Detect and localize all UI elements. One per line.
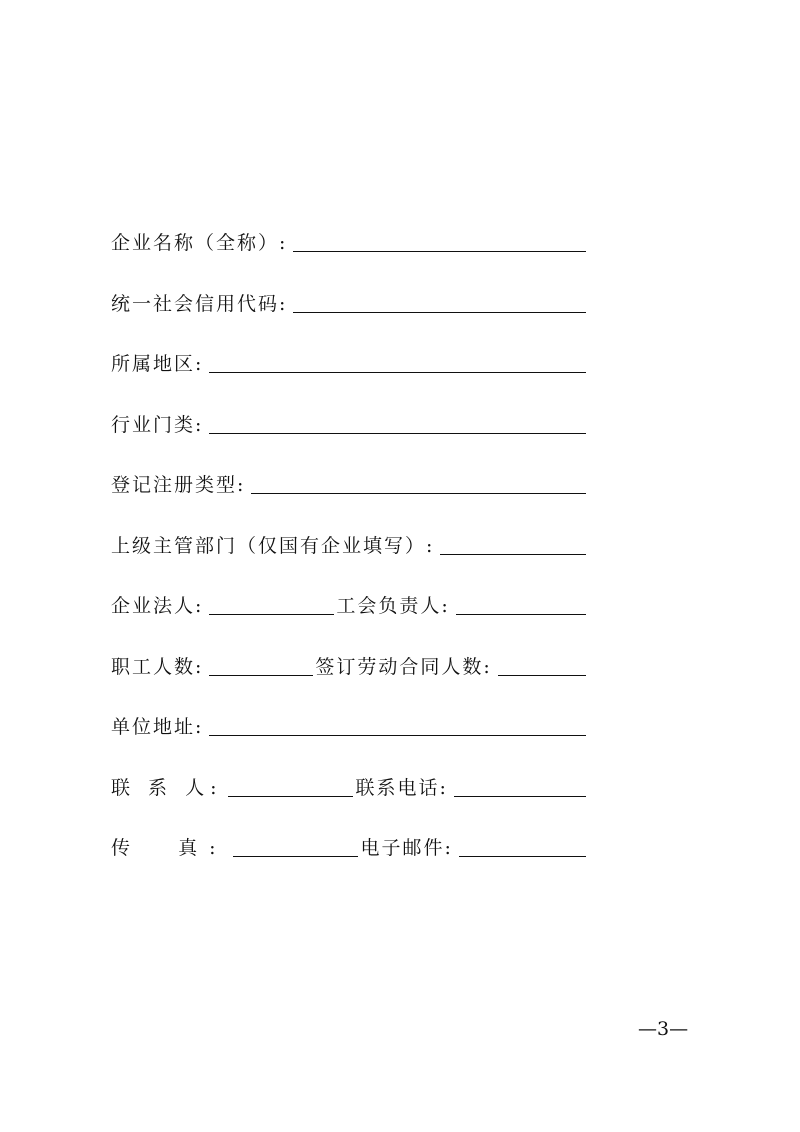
row-registration-type — [111, 468, 586, 498]
registration-type-input-line[interactable] — [251, 469, 586, 494]
enterprise-name-label: 企业名称（全称）: — [111, 232, 288, 254]
email-label: 电子邮件: — [360, 837, 453, 859]
row-industry — [111, 408, 586, 438]
union-head-input-line[interactable] — [456, 590, 586, 615]
contact-person-label: 联 系 人: — [111, 776, 223, 799]
address-input-line[interactable] — [209, 711, 586, 736]
legal-person-label: 企业法人: — [111, 595, 204, 617]
region-input-line[interactable] — [209, 348, 586, 373]
industry-label: 行业门类: — [111, 413, 204, 436]
credit-code-input-line[interactable] — [293, 288, 586, 313]
row-address — [111, 710, 586, 740]
supervisor-label: 上级主管部门（仅国有企业填写）: — [111, 534, 435, 557]
registration-type-label: 登记注册类型: — [111, 474, 246, 496]
fax-input-line[interactable] — [233, 832, 358, 857]
row-credit-code — [111, 287, 586, 317]
union-head-label: 工会负责人: — [336, 595, 450, 617]
row-fax — [111, 831, 586, 861]
contract-count-input-line[interactable] — [498, 651, 586, 676]
row-enterprise-name — [111, 226, 586, 256]
fax-label: 传 真: — [111, 837, 228, 859]
credit-code-label: 统一社会信用代码: — [111, 292, 288, 315]
email-input-line[interactable] — [459, 832, 586, 857]
legal-person-input-line[interactable] — [209, 590, 334, 615]
employee-count-label: 职工人数: — [111, 655, 204, 678]
industry-input-line[interactable] — [209, 409, 586, 434]
row-contact — [111, 771, 586, 801]
row-region — [111, 347, 586, 377]
contact-person-input-line[interactable] — [228, 772, 353, 797]
row-supervisor — [111, 529, 586, 559]
row-employee-count — [111, 650, 586, 680]
enterprise-name-input-line[interactable] — [293, 227, 586, 252]
address-label: 单位地址: — [111, 716, 204, 738]
contact-phone-label: 联系电话: — [355, 776, 448, 799]
row-legal-person — [111, 589, 586, 619]
page-number: —3— — [638, 1018, 689, 1040]
employee-count-input-line[interactable] — [209, 651, 313, 676]
registration-form — [111, 226, 586, 892]
contract-count-label: 签订劳动合同人数: — [315, 655, 492, 678]
contact-phone-input-line[interactable] — [454, 772, 586, 797]
supervisor-input-line[interactable] — [440, 530, 586, 555]
region-label: 所属地区: — [111, 353, 204, 375]
